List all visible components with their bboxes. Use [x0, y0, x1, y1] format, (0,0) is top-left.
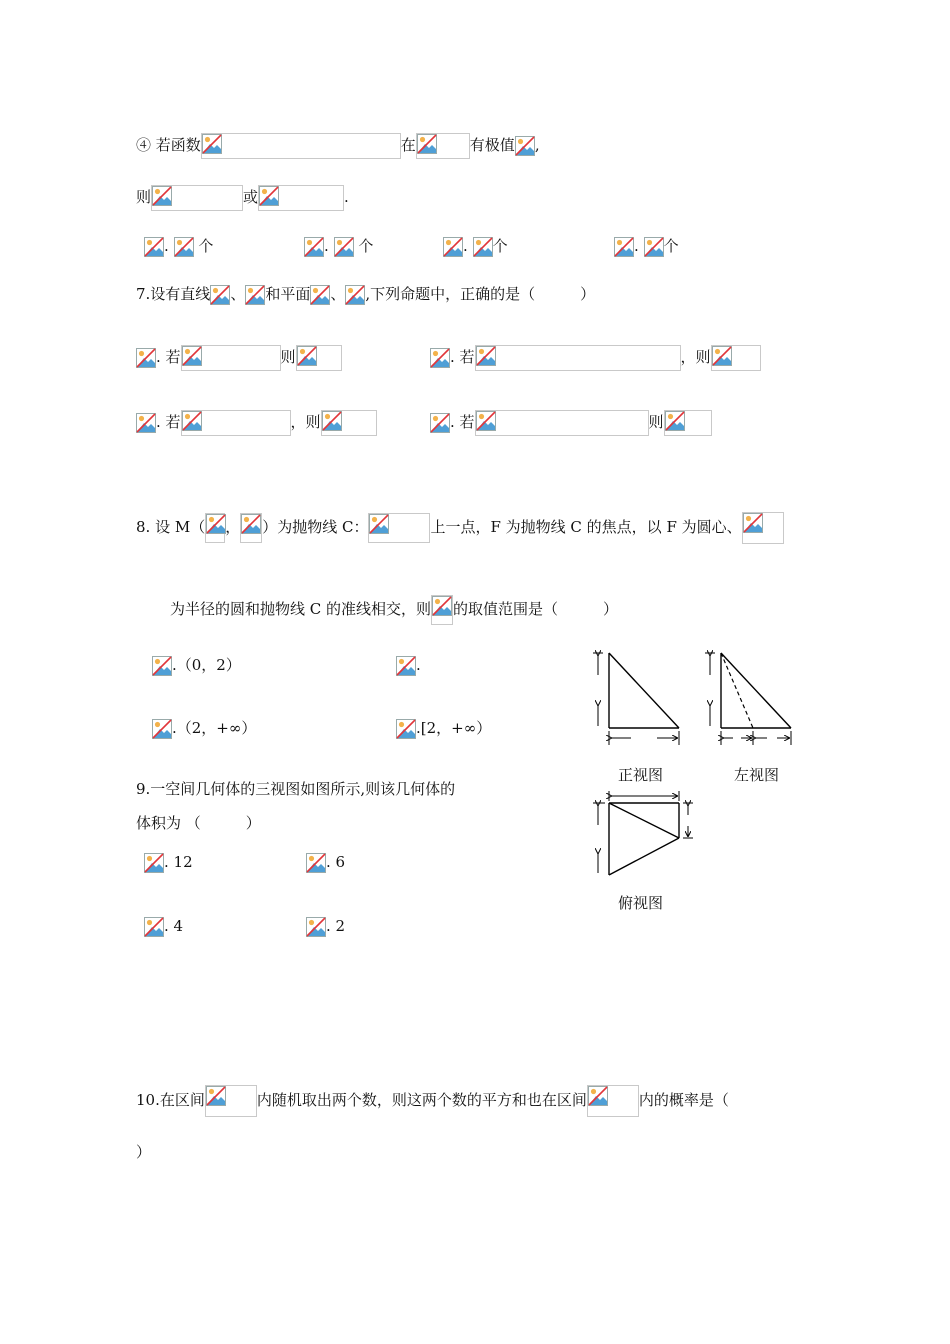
broken-image-icon [174, 237, 194, 257]
dot: . [324, 237, 329, 255]
q8-stem-line2 [170, 592, 618, 626]
option-text: . [416, 656, 421, 674]
broken-image-icon [614, 237, 634, 257]
formula-image [151, 185, 243, 211]
broken-image-icon [306, 853, 326, 873]
broken-image-icon [588, 1086, 608, 1106]
broken-image-icon [152, 186, 172, 206]
broken-image-icon [396, 719, 416, 739]
option-text: . 4 [164, 917, 184, 935]
q6-item4-line2 [136, 180, 349, 214]
option-text: 个 [198, 237, 214, 255]
q6-item4-line1 [136, 128, 540, 162]
dot: . [164, 237, 169, 255]
broken-image-icon [259, 186, 279, 206]
broken-image-icon [430, 413, 450, 433]
broken-image-icon [297, 346, 317, 366]
broken-image-icon [443, 237, 463, 257]
broken-image-icon [241, 514, 261, 534]
text: 或 [243, 188, 259, 206]
formula-image [181, 410, 291, 436]
text: ）为抛物线 C： [262, 518, 369, 536]
text: 、 [230, 285, 246, 303]
text: 、 [330, 285, 346, 303]
broken-image-icon [515, 136, 535, 156]
broken-image-icon [430, 348, 450, 368]
q8-stem-line1 [136, 510, 784, 544]
broken-image-icon [152, 656, 172, 676]
q7-stem-text: 7.设有直线 [136, 285, 211, 303]
broken-image-icon [396, 656, 416, 676]
q6-option-b [304, 229, 373, 263]
broken-image-icon [304, 237, 324, 257]
broken-image-icon [644, 237, 664, 257]
broken-image-icon [476, 346, 496, 366]
text: ， [225, 518, 241, 536]
q9-stem-text: 9.一空间几何体的三视图如图所示,则该几何体的 [136, 780, 456, 798]
option-text: .（2，+∞） [172, 719, 257, 737]
broken-image-icon [304, 237, 324, 257]
q9-stem-text: 体积为 （ ） [136, 814, 261, 832]
q6-item4-prefix: ④ 若函数 [136, 136, 201, 154]
broken-image-icon [430, 348, 450, 368]
broken-image-icon [136, 413, 156, 433]
formula-image [431, 595, 453, 625]
formula-image [321, 410, 377, 436]
broken-image-icon [396, 719, 416, 739]
broken-image-icon [245, 285, 265, 305]
text: , [534, 136, 540, 154]
q7-option-a [136, 340, 342, 374]
front-view [593, 653, 679, 745]
broken-image-icon [206, 514, 226, 534]
side-view [705, 653, 791, 745]
broken-image-icon [136, 413, 156, 433]
q8-stem-text: 8. 设 M（ [136, 518, 206, 536]
q9-option-c [144, 909, 183, 943]
text: . [344, 188, 349, 206]
formula-image [711, 345, 761, 371]
broken-image-icon [310, 285, 330, 305]
broken-image-icon [473, 237, 493, 257]
broken-image-icon [322, 411, 342, 431]
option-text: .[2，+∞） [416, 719, 492, 737]
q7-option-d [430, 405, 712, 439]
formula-image [201, 133, 401, 159]
text: . 若 [156, 413, 181, 431]
text: 则 [648, 413, 664, 431]
option-text: 个 [358, 237, 374, 255]
text: . 若 [450, 413, 475, 431]
formula-image [368, 513, 430, 543]
text: 则 [280, 348, 296, 366]
q9-option-d [306, 909, 345, 943]
formula-image [475, 410, 649, 436]
broken-image-icon [144, 917, 164, 937]
formula-image [181, 345, 281, 371]
text: ，则 [290, 413, 321, 431]
broken-image-icon [174, 237, 194, 257]
q10-stem-line1 [136, 1083, 729, 1117]
formula-image [587, 1085, 639, 1117]
text: 则 [136, 188, 152, 206]
top-view-label: 俯视图 [618, 894, 664, 912]
text: 和平面 [265, 285, 311, 303]
q8-option-b [396, 648, 421, 682]
formula-image [664, 410, 712, 436]
q10-stem-text: 10.在区间 [136, 1091, 205, 1109]
q9-option-a [144, 845, 193, 879]
q8-option-a [152, 648, 241, 682]
broken-image-icon [712, 346, 732, 366]
text: . 若 [450, 348, 475, 366]
broken-image-icon [144, 917, 164, 937]
q6-option-a [144, 229, 213, 263]
broken-image-icon [182, 411, 202, 431]
q7-option-b [430, 340, 761, 374]
formula-image [742, 512, 784, 544]
broken-image-icon [310, 285, 330, 305]
broken-image-icon [396, 656, 416, 676]
formula-image [205, 1085, 257, 1117]
text: ，则 [680, 348, 711, 366]
broken-image-icon [306, 917, 326, 937]
formula-image [258, 185, 344, 211]
broken-image-icon [144, 237, 164, 257]
formula-image [240, 513, 262, 543]
q7-stem [136, 277, 595, 311]
text: 内随机取出两个数，则这两个数的平方和也在区间 [256, 1091, 587, 1109]
broken-image-icon [144, 853, 164, 873]
broken-image-icon [369, 514, 389, 534]
broken-image-icon [443, 237, 463, 257]
broken-image-icon [202, 134, 222, 154]
broken-image-icon [334, 237, 354, 257]
top-view [593, 791, 693, 875]
text: 为半径的圆和抛物线 C 的准线相交，则 [170, 600, 432, 618]
broken-image-icon [644, 237, 664, 257]
option-text: . 12 [164, 853, 193, 871]
option-text: .（0，2） [172, 656, 241, 674]
text: 有极值 [469, 136, 515, 154]
broken-image-icon [345, 285, 365, 305]
text: . 若 [156, 348, 181, 366]
broken-image-icon [182, 346, 202, 366]
broken-image-icon [334, 237, 354, 257]
broken-image-icon [743, 513, 763, 533]
broken-image-icon [345, 285, 365, 305]
text: ） [136, 1143, 152, 1161]
broken-image-icon [432, 596, 452, 616]
q9-stem-line2 [136, 806, 261, 840]
broken-image-icon [152, 719, 172, 739]
q7-option-c [136, 405, 377, 439]
text: 的取值范围是（ ） [453, 600, 619, 618]
broken-image-icon [417, 134, 437, 154]
front-view-label: 正视图 [618, 766, 664, 784]
q9-option-b [306, 845, 345, 879]
broken-image-icon [136, 348, 156, 368]
formula-image [475, 345, 681, 371]
broken-image-icon [515, 136, 535, 156]
q6-option-d [614, 229, 679, 263]
formula-image [296, 345, 342, 371]
option-text: 个 [492, 237, 508, 255]
q9-stem-line1 [136, 772, 455, 806]
broken-image-icon [614, 237, 634, 257]
broken-image-icon [152, 656, 172, 676]
broken-image-icon [476, 411, 496, 431]
broken-image-icon [430, 413, 450, 433]
q8-option-d [396, 711, 491, 745]
broken-image-icon [144, 237, 164, 257]
broken-image-icon [210, 285, 230, 305]
q10-stem-line2 [136, 1135, 151, 1169]
broken-image-icon [473, 237, 493, 257]
formula-image [416, 133, 470, 159]
broken-image-icon [665, 411, 685, 431]
text: 内的概率是（ [638, 1091, 729, 1109]
option-text: . 2 [326, 917, 346, 935]
option-text: 个 [663, 237, 679, 255]
q8-option-c [152, 711, 256, 745]
formula-image [205, 513, 225, 543]
side-view-label: 左视图 [734, 766, 780, 784]
text: ,下列命题中，正确的是（ ） [365, 285, 596, 303]
broken-image-icon [206, 1086, 226, 1106]
broken-image-icon [210, 285, 230, 305]
broken-image-icon [152, 719, 172, 739]
dot: . [463, 237, 468, 255]
broken-image-icon [306, 917, 326, 937]
broken-image-icon [144, 853, 164, 873]
text: 上一点，F 为抛物线 C 的焦点，以 F 为圆心、 [430, 518, 742, 536]
option-text: . 6 [326, 853, 346, 871]
broken-image-icon [245, 285, 265, 305]
broken-image-icon [306, 853, 326, 873]
dot: . [634, 237, 639, 255]
broken-image-icon [136, 348, 156, 368]
q6-option-c [443, 229, 508, 263]
text: 在 [400, 136, 416, 154]
